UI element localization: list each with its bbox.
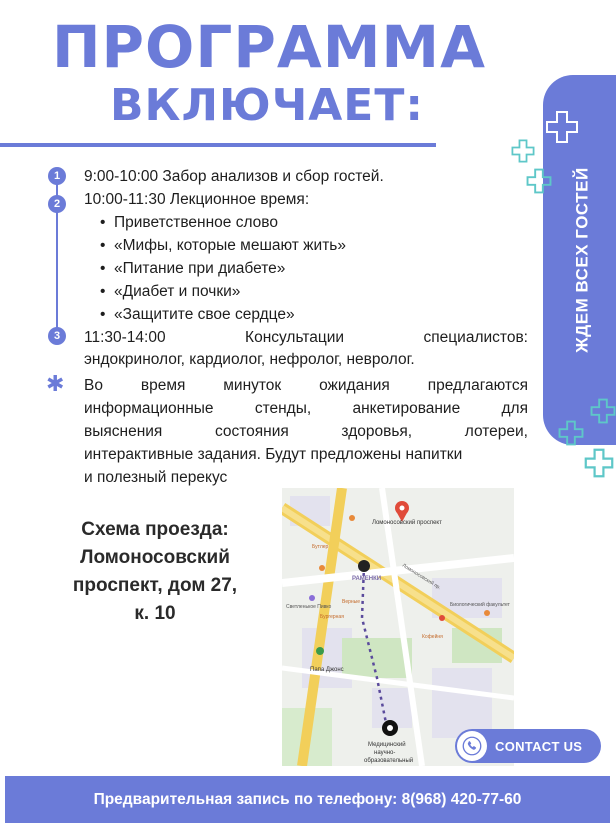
- footer-phone-banner: Предварительная запись по телефону: 8(968) 420-77-60: [5, 776, 610, 823]
- note-word: анкетирование: [352, 400, 461, 417]
- note-word: Во: [84, 377, 103, 394]
- step-3-word1: Консультации: [245, 329, 345, 346]
- map-label: Светленькое Пивко: [286, 604, 332, 610]
- note-word: время: [140, 377, 186, 394]
- note-word: выяснения: [84, 423, 163, 440]
- side-banner-text: ЖДЕМ ВСЕХ ГОСТЕЙ: [573, 167, 592, 353]
- contact-us-label: CONTACT US: [495, 738, 583, 754]
- lecture-item-2: • «Мифы, которые мешают жить»: [100, 235, 346, 256]
- asterisk-icon: ✱: [46, 371, 65, 396]
- plus-icon: [558, 420, 584, 446]
- lecture-item-4: • «Диабет и почки»: [100, 281, 240, 302]
- step-1-text: 9:00-10:00 Забор анализов и сбор гостей.: [84, 168, 384, 185]
- note-line-2: [84, 398, 528, 419]
- map-label: Ломоносовский пр.: [400, 562, 442, 592]
- page-title-line2: ВКЛЮЧАЕТ:: [110, 80, 424, 131]
- plus-icon: [526, 168, 552, 194]
- note-line-1: [84, 375, 528, 396]
- page-title-line1: ПРОГРАММА: [52, 13, 487, 81]
- map-label: Медицинский: [368, 742, 406, 748]
- note-line-3: [84, 421, 528, 442]
- note-word: лотереи,: [464, 423, 528, 440]
- route-line-3: проспект, дом 27,: [72, 575, 238, 596]
- contact-us-button[interactable]: [455, 729, 601, 763]
- route-line-4: к. 10: [134, 603, 176, 624]
- plus-icon: [545, 110, 579, 144]
- map-label: Биологический факультет: [450, 602, 510, 608]
- note-line-5: и полезный перекус: [84, 469, 228, 486]
- map-label: научно-: [374, 750, 396, 756]
- map-label: образовательный: [364, 758, 414, 764]
- map-label: Папа Джонс: [310, 667, 344, 673]
- note-word: стенды,: [254, 400, 312, 417]
- phone-icon: [457, 731, 487, 761]
- note-word: информационные: [84, 400, 214, 417]
- step-1-badge: 1: [48, 167, 66, 185]
- note-word: для: [501, 400, 528, 417]
- step-2-badge: 2: [48, 195, 66, 213]
- map-label: РАМЕНКИ: [352, 576, 382, 582]
- plus-icon: [590, 398, 616, 424]
- note-word: состояния: [214, 423, 289, 440]
- route-line-2: Ломоносовский: [80, 547, 230, 568]
- note-word: минуток: [223, 377, 282, 394]
- note-word: предлагаются: [427, 377, 528, 394]
- route-line-1: Схема проезда:: [81, 519, 229, 540]
- lecture-item-3: • «Питание при диабете»: [100, 258, 285, 279]
- step-3-line1: [84, 327, 528, 348]
- route-description: [50, 516, 260, 628]
- map-label: Кофейня: [422, 634, 443, 640]
- step-2-text: 10:00-11:30 Лекционное время:: [84, 191, 310, 208]
- step-3-badge: 3: [48, 327, 66, 345]
- map-label: Бургерная: [320, 614, 344, 620]
- title-divider: [0, 143, 436, 147]
- lecture-item-5: • «Защитите свое сердце»: [100, 304, 295, 325]
- step-3-line2: эндокринолог, кардиолог, нефролог, невролог.: [84, 351, 415, 368]
- step-3-word2: специалистов:: [423, 329, 528, 346]
- step-3-time: 11:30-14:00: [84, 329, 166, 346]
- note-word: ожидания: [319, 377, 390, 394]
- plus-icon: [511, 139, 535, 163]
- plus-icon: [584, 448, 614, 478]
- lecture-item-1: • Приветственное слово: [100, 212, 278, 233]
- map-image: [282, 488, 514, 766]
- map-label: Бутлер: [312, 544, 329, 550]
- note-line-4: интерактивные задания. Будут предложены напитки: [84, 446, 463, 463]
- note-word: здоровья,: [341, 423, 413, 440]
- map-label: Ломоносовский проспект: [372, 520, 442, 526]
- route-map[interactable]: [282, 488, 514, 766]
- map-label: Верные: [342, 599, 361, 605]
